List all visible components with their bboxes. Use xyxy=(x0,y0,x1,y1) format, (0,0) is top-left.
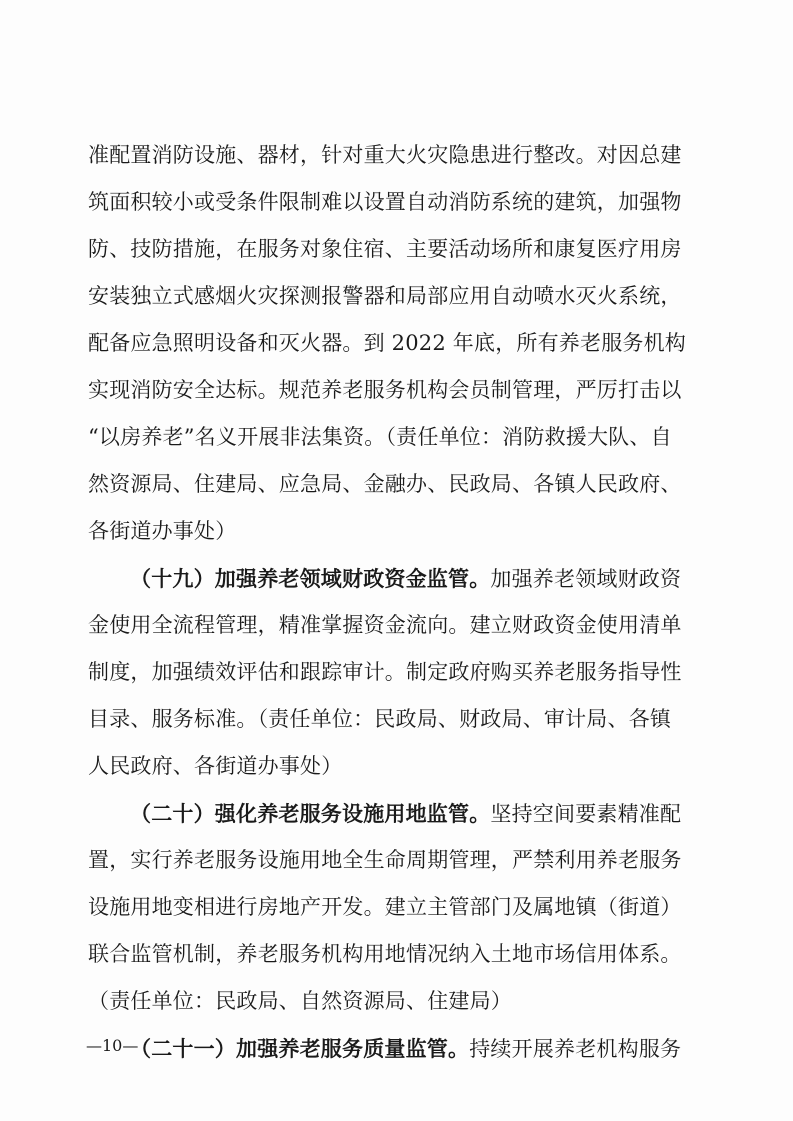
section-heading-21: （二十一）加强养老服务质量监管。 xyxy=(130,1036,470,1061)
text-line: 安装独立式感烟火灾探测报警器和局部应用自动喷水灭火系统， xyxy=(88,284,682,308)
body-text xyxy=(88,132,700,1072)
text-line: “以房养老”名义开展非法集资。（责任单位：消防救援大队、自 xyxy=(88,425,672,449)
paragraph-line-21 xyxy=(88,1025,700,1072)
text-line: （责任单位：民政局、自然资源局、住建局） xyxy=(88,989,512,1013)
paragraph-line-19 xyxy=(88,555,700,602)
page-number: —10— xyxy=(86,1036,139,1055)
paragraph-line-20 xyxy=(88,790,700,837)
text-line: 金使用全流程管理，精准掌握资金流向。建立财政资金使用清单 xyxy=(88,613,682,637)
section-heading-20: （二十）强化养老服务设施用地监管。 xyxy=(130,801,491,826)
text-line: 目录、服务标准。（责任单位：民政局、财政局、审计局、各镇 xyxy=(88,707,672,731)
section-text-19: 加强养老领域财政资 xyxy=(490,567,682,591)
text-line: 联合监管机制，养老服务机构用地情况纳入土地市场信用体系。 xyxy=(88,942,682,966)
text-line: 置，实行养老服务设施用地全生命周期管理，严禁利用养老服务 xyxy=(88,848,682,872)
section-text-20: 坚持空间要素精准配 xyxy=(490,802,682,826)
text-line: 人民政府、各街道办事处） xyxy=(88,754,343,778)
text-line: 防、技防措施，在服务对象住宿、主要活动场所和康复医疗用房 xyxy=(88,237,682,261)
text-line: 配备应急照明设备和灭火器。到 2022 年底，所有养老服务机构 xyxy=(88,331,686,355)
text-line: 实现消防安全达标。规范养老服务机构会员制管理，严厉打击以 xyxy=(88,378,682,402)
text-line: 然资源局、住建局、应急局、金融办、民政局、各镇人民政府、 xyxy=(88,472,682,496)
text-line: 设施用地变相进行房地产开发。建立主管部门及属地镇（街道） xyxy=(88,895,682,919)
section-heading-19: （十九）加强养老领域财政资金监管。 xyxy=(130,566,491,591)
text-line: 各街道办事处） xyxy=(88,519,237,543)
text-line: 筑面积较小或受条件限制难以设置自动消防系统的建筑，加强物 xyxy=(88,190,682,214)
text-line: 准配置消防设施、器材，针对重大火灾隐患进行整改。对因总建 xyxy=(88,143,682,167)
text-line: 制度，加强绩效评估和跟踪审计。制定政府购买养老服务指导性 xyxy=(88,660,682,684)
section-text-21: 持续开展养老机构服务 xyxy=(469,1037,682,1061)
